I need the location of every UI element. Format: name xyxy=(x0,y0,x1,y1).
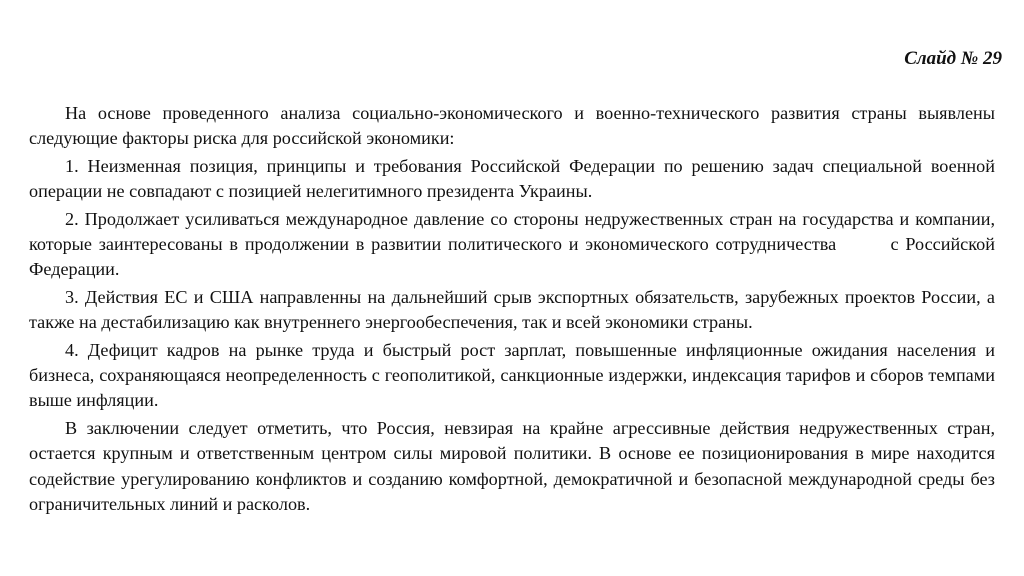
risk-item-1: 1. Неизменная позиция, принципы и требования Российской Федерации по решению задач специальной военной операции не совпадают с позицией нелегитимного президента Украины. xyxy=(29,155,995,202)
risk-item-3: 3. Действия ЕС и США направленны на дальнейший срыв экспортных обязательств, зарубежных проектов России, а также на дестабилизацию как внутреннего энергообеспечения, так и всей экономики страны. xyxy=(29,286,995,333)
conclusion-paragraph: В заключении следует отметить, что Россия, невзирая на крайне агрессивные действия недружественных стран, остается крупным и ответственным центром силы мировой политики. В основе ее позиционирования в мире находится содействие урегулированию конфликтов и созданию комфортной, демократичной и безопасной международной среды без ограничительных линий и расколов. xyxy=(29,417,995,515)
slide-body xyxy=(29,101,1000,520)
intro-paragraph: На основе проведенного анализа социально-экономического и военно-технического развития страны выявлены следующие факторы риска для российской экономики: xyxy=(29,103,995,149)
risk-item-4: 4. Дефицит кадров на рынке труда и быстрый рост зарплат, повышенные инфляционные ожидания населения и бизнеса, сохраняющаяся неопределенность с геополитикой, санкционные издержки, индексация тарифов и сборов темпами выше инфляции. xyxy=(29,339,995,411)
risk-item-2: 2. Продолжает усиливаться международное давление со стороны недружественных стран на государства и компании, которые заинтересованы в продолжении в развитии политического и экономического сотрудничества с Российской Федерации. xyxy=(29,208,1000,280)
slide-number: Слайд № 29 xyxy=(904,48,1002,69)
